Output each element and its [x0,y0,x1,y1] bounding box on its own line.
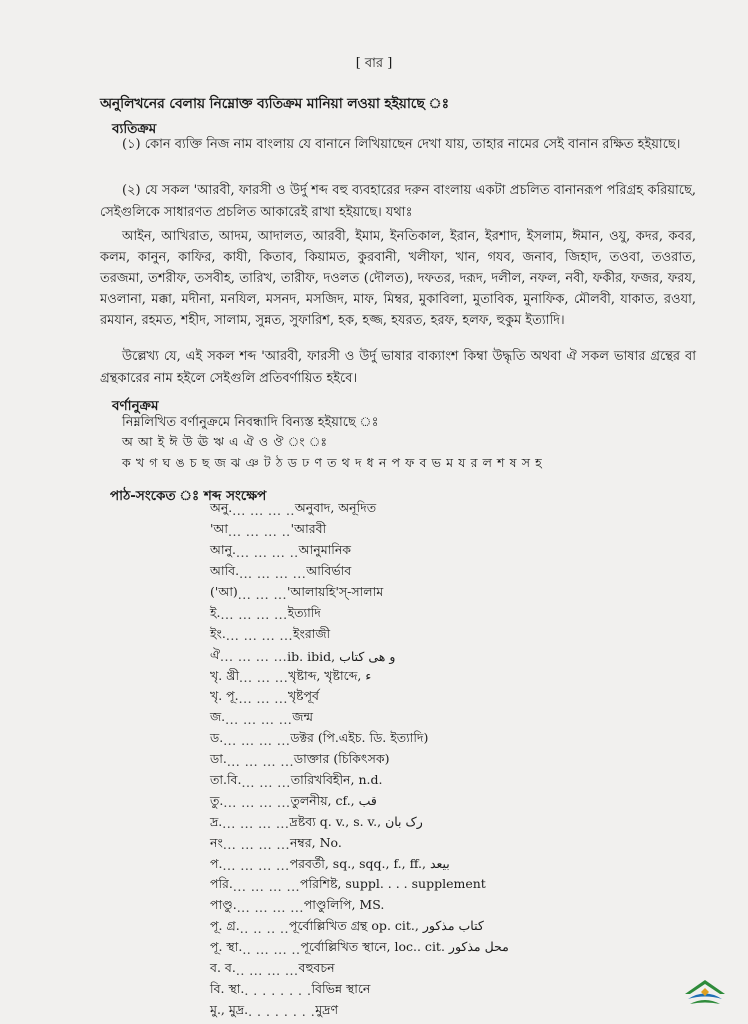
abbr-value: পরিশিষ্ট, suppl. . . . supplement [300,876,486,892]
page-number: [ বার ] [355,56,393,71]
list-item [210,751,630,772]
abbr-value: ডাক্তার (চিকিৎসক) [293,751,390,767]
exception-point-2: (২) যে সকল 'আরবী, ফারসী ও উর্দু শব্দ বহু ব্যবহারের দরুন বাংলায় একটা প্রচলিত বানানরূপ পরিগ্রহ করিয়াছে, সেইগুলিকে সাধারণত প্রচলিত আকারেই রাখা হইয়াছে। যথাঃ [100,183,696,220]
abbr-key: মু., মুদ্র. [210,1001,249,1017]
list-item [210,1001,630,1022]
abbr-dots: ... ... ... ... [225,711,293,727]
abbr-key: তা.বি. [210,772,242,788]
abbr-value: পূর্বোল্লিখিত গ্রন্থ op. cit., کتاب مذکور [289,918,484,934]
abbr-value: ইত্যাদি [287,604,321,620]
abbr-dots: ... ... ... ... [222,837,290,853]
abbr-dots: ... ... ... .. [236,544,299,560]
abbr-value: 'আলায়হি'স্-সালাম [287,584,384,599]
list-item [210,688,630,709]
list-item [210,939,630,960]
abbr-key: নং [210,834,223,850]
abbr-dots: .. .. .. .. [239,920,289,936]
exception-note: উল্লেখ্য যে, এই সকল শব্দ 'আরবী, ফারসী ও উর্দু ভাষার বাক্যাংশ কিম্বা উদ্ধৃতি অথবা ঐ সকল ভাষার গ্রন্থের বা গ্রন্থকারের নাম হইলে সেইগুলি প্রতিবর্ণায়িত হইবে। [100,349,696,386]
abbr-key: পরি. [210,876,233,892]
abbr-value: আবির্ভাব [306,563,352,579]
abbr-dots: ... ... ... ... [222,858,290,874]
abbr-dots: ... ... ... .. [232,502,295,518]
list-item [210,897,630,918]
abbr-value: বহুবচন [298,960,335,976]
abbr-dots: ... ... ... ... [225,628,293,644]
section-heading: অনুলিখনের বেলায় নিম্নোক্ত ব্যতিক্রম মানিয়া লওয়া হইয়াছে ঃ [100,96,449,112]
abbreviations-title: পাঠ-সংকেত ঃ শব্দ সংক্ষেপ [110,488,267,504]
abbreviation-list [210,500,630,1022]
abbr-dots: . . . . . . . . [244,983,312,999]
abbr-value: তুলনীয়, cf., قب [290,792,377,808]
abbr-value: ইংরাজী [292,625,331,641]
list-item [210,980,630,1001]
abbr-key: পাণ্ডু. [210,897,237,913]
abbr-value: মুদ্রণ [315,1001,339,1017]
abbr-value: অনুবাদ, অনূদিত [294,500,377,516]
list-item [210,876,630,897]
abbr-dots: ... ... ... [239,670,289,686]
abbr-dots: ... ... ... ... [220,649,288,665]
abbr-key: ব. ব. [210,960,236,976]
abbr-key: ড. [210,730,224,746]
abbr-value: আনুমানিক [298,542,352,558]
list-item [210,625,630,646]
list-item [210,646,630,667]
abbr-dots: ... ... ... ... [236,899,304,915]
abbr-dots: ... ... ... ... [232,878,301,894]
abbr-key: আনু. [210,542,237,558]
abbr-dots: ... ... ... .. [228,523,291,539]
abbr-key: পূ. স্থা. [210,939,243,955]
list-item [210,730,630,751]
list-item [210,667,630,688]
list-item [210,521,630,542]
abbr-value: জন্ম [292,709,313,725]
abbr-key: তু. [210,792,224,808]
list-item [210,500,630,521]
list-item [210,855,630,876]
abbr-dots: ... ... ... ... [220,607,288,623]
abbr-value: পাণ্ডুলিপি, MS. [303,897,385,913]
abbr-value: বিভিন্ন স্থানে [311,980,371,996]
alphabet-consonants: ক খ গ ঘ ঙ চ ছ জ ঝ ঞ ট ঠ ড ঢ ণ ত থ দ ধ ন প ফ ব ভ ম য র ল শ ষ স হ [122,455,543,470]
abbr-dots: ... ... ... ... [223,732,291,748]
list-item [210,792,630,813]
abbr-dots: ... ... ... [238,690,288,706]
alphabet-title: বর্ণানুক্রম [112,398,159,414]
abbr-dots: .. ... ... ... [235,962,299,978]
abbr-value: নম্বর, No. [289,834,342,850]
abbr-dots: .. ... ... .. [242,941,301,957]
abbr-value: খৃষ্টাব্দ, খৃষ্টাব্দে, ء [288,667,372,683]
abbr-value: পূর্বোল্লিখিত স্থানে, loc.. cit. محل مذکور [300,939,509,955]
alphabet-intro: নিম্নলিখিত বর্ণানুক্রমে নিবন্ধাদি বিন্যস্ত হইয়াছে ঃ [122,415,379,430]
list-item [210,604,630,625]
abbr-key: খৃ. পূ. [210,688,239,704]
abbr-dots: . . . . . . . . [248,1004,316,1020]
abbr-dots: ... ... ... [237,586,287,602]
abbr-dots: ... ... ... ... [226,753,294,769]
abbr-key: ডা. [210,751,227,767]
list-item [210,918,630,939]
abbr-key: আবি. [210,563,240,579]
abbr-dots: ... ... ... ... [222,816,290,832]
abbr-value: দ্রষ্টব্য q. v., s. v., رک بان [289,813,423,829]
exception-title: ব্যতিক্রম [112,121,157,137]
list-item [210,813,630,834]
list-item [210,584,630,605]
abbr-value: তারিখবিহীন, n.d. [290,772,383,788]
abbr-value: ib. ibid, و هی کتاب [287,649,396,665]
list-item [210,542,630,563]
abbr-dots: ... ... ... ... [239,565,307,581]
abbr-key: জ. [210,709,226,725]
abbr-key: পূ. গ্র. [210,918,240,934]
abbr-key: ('আ) [210,584,238,599]
list-item [210,834,630,855]
abbr-key: 'আ [210,521,229,537]
abbr-key: প. [210,855,223,871]
word-list: আইন, আখিরাত, আদম, আদালত, আরবী, ইমাম, ইনতিকাল, ইরান, ইরশাদ, ইসলাম, ঈমান, ওযু, কদর, কবর, কলম, কানুন, কাফির, কাযী, কিতাব, কিয়ামত, কুরবানী, খলীফা, খান, গযব, জনাব, জিহাদ, তওবা, তওরাত, তরজমা, তশরীফ, তসবীহ, তারিখ, তারীফ, দওলত (দৌলত), দফতর, দরূদ, দলীল, নফল, নবী, ফকীর, ফজর, ফরয, মওলানা, মক্কা, মদীনা, মনযিল, মসনদ, মসজিদ, মাফ, মিম্বর, মুকাবিলা, মুতাবিক, মুনাফিক, মৌলবী, যাকাত, রওযা, রমযান, রহমত, শহীদ, সালাম, সুন্নত, সুফারিশ, হক, হজ্জ, হযরত, হরফ, হলফ, হুকুম ইত্যাদি। [100,229,696,328]
alphabet-vowels: অ আ ই ঈ উ ঊ ঋ এ ঐ ও ঔ ং ঃ [122,434,328,449]
abbr-key: দ্র. [210,813,223,829]
list-item [210,772,630,793]
abbr-value: খৃষ্টপূর্ব [287,688,319,704]
abbr-key: বি. স্থা. [210,980,245,996]
list-item [210,563,630,584]
abbr-dots: ... ... ... ... [223,795,291,811]
list-item [210,960,630,981]
abbr-value: পরবর্তী, sq., sqq., f., ff., بيعد [289,855,450,871]
abbr-dots: ... ... ... [241,774,291,790]
abbr-key: ইং. [210,625,226,641]
abbr-key: ই. [210,604,221,620]
abbr-key: অনু. [210,500,233,516]
abbr-key: ঐ [210,646,221,662]
abbr-value: ডক্টর (পি.এইচ. ডি. ইত্যাদি) [290,730,429,746]
publisher-logo-icon [680,972,730,1012]
exception-point-1: (১) কোন ব্যক্তি নিজ নাম বাংলায় যে বানানে লিখিয়াছেন দেখা যায়, তাহার নামের সেই বানান রক্ষিত হইয়াছে। [122,137,681,152]
abbr-value: 'আরবী [290,521,327,537]
list-item [210,709,630,730]
abbr-key: খৃ. খ্রী [210,667,240,683]
